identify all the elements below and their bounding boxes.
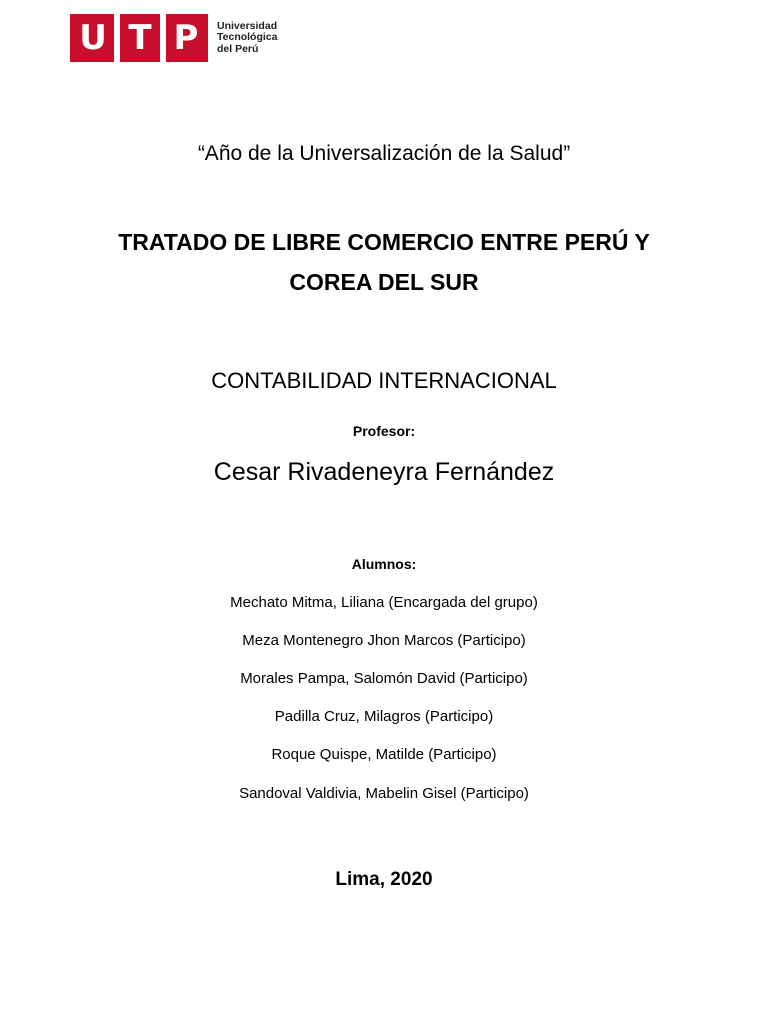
title-line: COREA DEL SUR (289, 269, 479, 295)
students-label: Alumnos: (351, 556, 417, 572)
student-name: Meza Montenegro Jhon Marcos (Participo) (242, 632, 526, 649)
professor-name: Cesar Rivadeneyra Fernández (213, 458, 555, 486)
logo-letter-u: U (79, 18, 107, 58)
university-logo (70, 14, 277, 62)
student-name: Morales Pampa, Salomón David (Participo) (240, 670, 528, 687)
logo-text-line: del Perú (217, 42, 259, 55)
student-name: Mechato Mitma, Liliana (Encargada del grupo) (230, 594, 538, 611)
student-name: Roque Quispe, Matilde (Participo) (271, 746, 497, 763)
student-name: Sandoval Valdivia, Mabelin Gisel (Participo) (239, 785, 529, 802)
student-name: Padilla Cruz, Milagros (Participo) (274, 708, 494, 725)
logo-text-line: Universidad (217, 19, 278, 32)
logo-letter-t: T (128, 18, 152, 58)
title-line: TRATADO DE LIBRE COMERCIO ENTRE PERÚ Y (118, 229, 650, 255)
year-motto: “Año de la Universalización de la Salud” (197, 142, 571, 165)
professor-label: Profesor: (352, 423, 416, 439)
document-title (0, 222, 768, 302)
utp-logo-mark (70, 14, 208, 62)
logo-text-line: Tecnológica (217, 31, 278, 44)
place-and-year: Lima, 2020 (335, 869, 433, 890)
logo-wordmark (217, 21, 277, 56)
course-name: CONTABILIDAD INTERNACIONAL (211, 368, 557, 393)
logo-letter-p: P (173, 18, 199, 58)
